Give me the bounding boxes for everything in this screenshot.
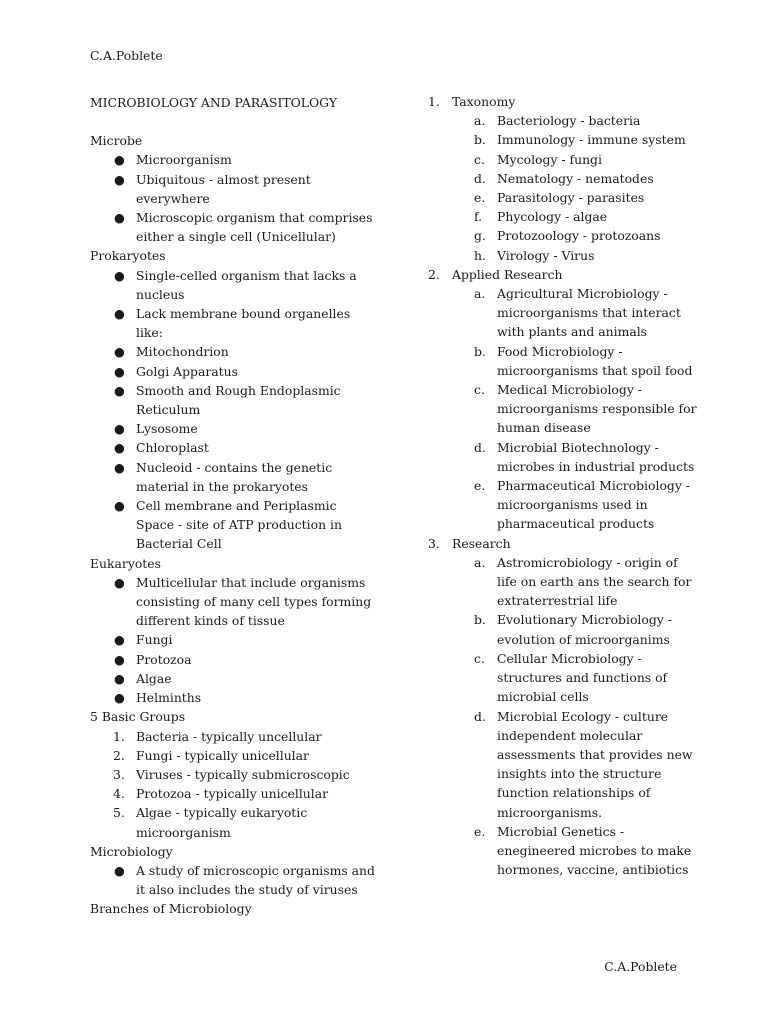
branch-group xyxy=(428,265,698,284)
item-letter: b. xyxy=(474,132,486,148)
bullet-marker: ● xyxy=(114,382,125,398)
list-item xyxy=(90,419,375,438)
list-item-text: Protozoa xyxy=(136,651,192,667)
branch-item xyxy=(428,438,698,476)
list-item xyxy=(90,630,375,649)
section-list xyxy=(90,727,375,842)
list-item-text: Algae - typically eukaryotic microorganism xyxy=(136,805,308,840)
section-list xyxy=(90,861,375,899)
branch-item-text: Medical Microbiology - microorganisms responsible for human disease xyxy=(497,382,697,436)
list-item-text: Chloroplast xyxy=(136,440,209,456)
branch-item xyxy=(428,150,698,169)
branch-item xyxy=(428,169,698,188)
list-item xyxy=(90,688,375,707)
list-item xyxy=(90,304,375,342)
item-letter: f. xyxy=(474,209,483,225)
section-heading: Eukaryotes xyxy=(90,555,161,571)
list-item-text: Lack membrane bound organelles like: xyxy=(136,306,351,341)
branch-item-text: Agricultural Microbiology - microorganisms that interact with plants and animals xyxy=(497,286,681,340)
item-number: 1. xyxy=(113,728,125,744)
list-item xyxy=(90,458,375,496)
list-item-text: Golgi Apparatus xyxy=(136,363,238,379)
branch-item xyxy=(428,246,698,265)
branch-item xyxy=(428,342,698,380)
page-header-author: C.A.Poblete xyxy=(90,48,163,63)
list-item-text: Smooth and Rough Endoplasmic Reticulum xyxy=(136,382,341,418)
list-item xyxy=(90,342,375,361)
left-sections xyxy=(90,131,375,918)
bullet-marker: ● xyxy=(114,267,125,283)
section-heading: Branches of Microbiology xyxy=(90,901,252,917)
branch-item-text: Cellular Microbiology - structures and functions of microbial cells xyxy=(497,650,668,705)
branch-item xyxy=(428,188,698,207)
branch-item xyxy=(428,380,698,438)
branch-item-text: Evolutionary Microbiology - evolution of microorganims xyxy=(497,612,672,647)
item-letter: c. xyxy=(474,650,485,666)
branch-item xyxy=(428,476,698,534)
left-column xyxy=(90,93,375,919)
list-item xyxy=(90,266,375,304)
list-item xyxy=(90,765,375,784)
list-item-text: Fungi - typically unicellular xyxy=(136,747,309,763)
branch-item-text: Food Microbiology - microorganisms that spoil food xyxy=(497,343,693,378)
list-item-text: Multicellular that include organisms consisting of many cell types forming different kinds of tissue xyxy=(136,574,372,629)
section-heading: Microbe xyxy=(90,133,143,149)
list-item xyxy=(90,150,375,169)
bullet-marker: ● xyxy=(114,344,125,360)
right-column xyxy=(428,92,698,879)
item-letter: d. xyxy=(474,170,486,186)
branch-item-text: Pharmaceutical Microbiology - microorganisms used in pharmaceutical products xyxy=(497,478,690,532)
branch-item-text: Phycology - algae xyxy=(497,209,608,225)
list-item-text: Protozoa - typically unicellular xyxy=(136,786,329,802)
branch-item-text: Bacteriology - bacteria xyxy=(497,113,641,129)
group-label: Research xyxy=(452,535,511,551)
bullet-marker: ● xyxy=(114,670,125,686)
branch-item-text: Microbial Ecology - culture independent molecular assessments that provides new insights into the structure function relationships of microorganisms. xyxy=(497,708,693,820)
list-item xyxy=(90,496,375,554)
branch-item xyxy=(428,649,698,707)
branch-item xyxy=(428,207,698,226)
group-label: Applied Research xyxy=(452,266,563,282)
item-letter: b. xyxy=(474,612,486,628)
branches-list xyxy=(428,92,698,879)
list-item-text: Algae xyxy=(136,670,172,686)
bullet-marker: ● xyxy=(114,152,125,168)
section-list xyxy=(90,150,375,246)
bullet-marker: ● xyxy=(114,440,125,456)
list-item-text: Bacteria - typically uncellular xyxy=(136,728,322,744)
branch-item xyxy=(428,130,698,149)
section-list xyxy=(90,573,375,707)
branch-item-text: Mycology - fungi xyxy=(497,151,602,167)
item-letter: c. xyxy=(474,151,485,167)
branch-group xyxy=(428,92,698,111)
list-item xyxy=(90,438,375,457)
list-item xyxy=(90,727,375,746)
bullet-marker: ● xyxy=(114,651,125,667)
branch-item xyxy=(428,610,698,648)
item-number: 3. xyxy=(113,766,125,782)
item-letter: a. xyxy=(474,113,486,129)
section-heading: 5 Basic Groups xyxy=(90,709,186,725)
list-item xyxy=(90,381,375,419)
item-letter: e. xyxy=(474,823,486,839)
list-item xyxy=(90,803,375,841)
list-item-text: Nucleoid - contains the genetic material in the prokaryotes xyxy=(136,459,333,494)
bullet-marker: ● xyxy=(114,632,125,648)
branch-item-text: Microbial Biotechnology - microbes in industrial products xyxy=(497,439,695,474)
branch-item-text: Virology - Virus xyxy=(497,247,595,263)
section-heading: Microbiology xyxy=(90,843,173,859)
bullet-marker: ● xyxy=(114,421,125,437)
list-item xyxy=(90,861,375,899)
list-item xyxy=(90,573,375,631)
group-label: Taxonomy xyxy=(452,94,516,109)
list-item-text: Fungi xyxy=(136,632,173,648)
bullet-marker: ● xyxy=(114,459,125,475)
item-letter: g. xyxy=(474,228,486,244)
item-number: 5. xyxy=(113,805,125,821)
list-item xyxy=(90,784,375,803)
bullet-marker: ● xyxy=(114,171,125,187)
list-item-text: Cell membrane and Periplasmic Space - site of ATP production in Bacterial Cell xyxy=(136,498,342,552)
list-item-text: Helminths xyxy=(136,690,202,706)
group-number: 2. xyxy=(428,266,440,282)
branch-item xyxy=(428,707,698,822)
section-heading: Prokaryotes xyxy=(90,248,166,264)
item-letter: d. xyxy=(474,708,486,724)
item-letter: h. xyxy=(474,247,486,263)
bullet-marker: ● xyxy=(114,690,125,706)
branch-item-text: Parasitology - parasites xyxy=(497,190,645,206)
list-item xyxy=(90,669,375,688)
list-item-text: Single-celled organism that lacks a nucleus xyxy=(136,267,357,302)
group-number: 3. xyxy=(428,535,440,551)
group-number: 1. xyxy=(428,94,440,109)
list-item-text: Ubiquitous - almost present everywhere xyxy=(136,171,311,206)
branch-item-text: Astromicrobiology - origin of life on earth ans the search for extraterrestrial life xyxy=(497,554,692,609)
item-letter: e. xyxy=(474,478,486,494)
item-letter: d. xyxy=(474,439,486,455)
branch-item-text: Microbial Genetics - enegineered microbes to make hormones, vaccine, antibiotics xyxy=(497,823,692,878)
list-item xyxy=(90,650,375,669)
list-item xyxy=(90,170,375,208)
list-item-text: Microscopic organism that comprises either a single cell (Unicellular) xyxy=(136,210,373,245)
bullet-marker: ● xyxy=(114,210,125,226)
item-letter: c. xyxy=(474,382,485,398)
branch-item-text: Protozoology - protozoans xyxy=(497,228,661,244)
item-letter: b. xyxy=(474,343,486,359)
branch-item-text: Nematology - nematodes xyxy=(497,170,654,186)
list-item xyxy=(90,362,375,381)
item-letter: e. xyxy=(474,190,486,206)
list-item-text: Microorganism xyxy=(136,152,232,168)
item-letter: a. xyxy=(474,554,486,570)
item-letter: a. xyxy=(474,286,486,302)
bullet-marker: ● xyxy=(114,574,125,590)
branch-item xyxy=(428,226,698,245)
list-item xyxy=(90,208,375,246)
list-item-text: Lysosome xyxy=(136,421,198,437)
document-title: MICROBIOLOGY AND PARASITOLOGY xyxy=(90,95,338,110)
list-item-text: Viruses - typically submicroscopic xyxy=(136,766,350,782)
branch-item xyxy=(428,553,698,611)
bullet-marker: ● xyxy=(114,306,125,322)
section-list xyxy=(90,266,375,554)
branch-item xyxy=(428,284,698,342)
bullet-marker: ● xyxy=(114,363,125,379)
branch-item xyxy=(428,111,698,130)
bullet-marker: ● xyxy=(114,498,125,514)
page-footer-author: C.A.Poblete xyxy=(604,959,677,974)
item-number: 4. xyxy=(113,786,125,802)
list-item-text: Mitochondrion xyxy=(136,344,229,360)
list-item xyxy=(90,746,375,765)
branch-item xyxy=(428,822,698,880)
list-item-text: A study of microscopic organisms and it also includes the study of viruses xyxy=(136,862,375,898)
branch-item-text: Immunology - immune system xyxy=(497,132,686,148)
bullet-marker: ● xyxy=(114,862,125,878)
branch-group xyxy=(428,534,698,553)
item-number: 2. xyxy=(113,747,125,763)
